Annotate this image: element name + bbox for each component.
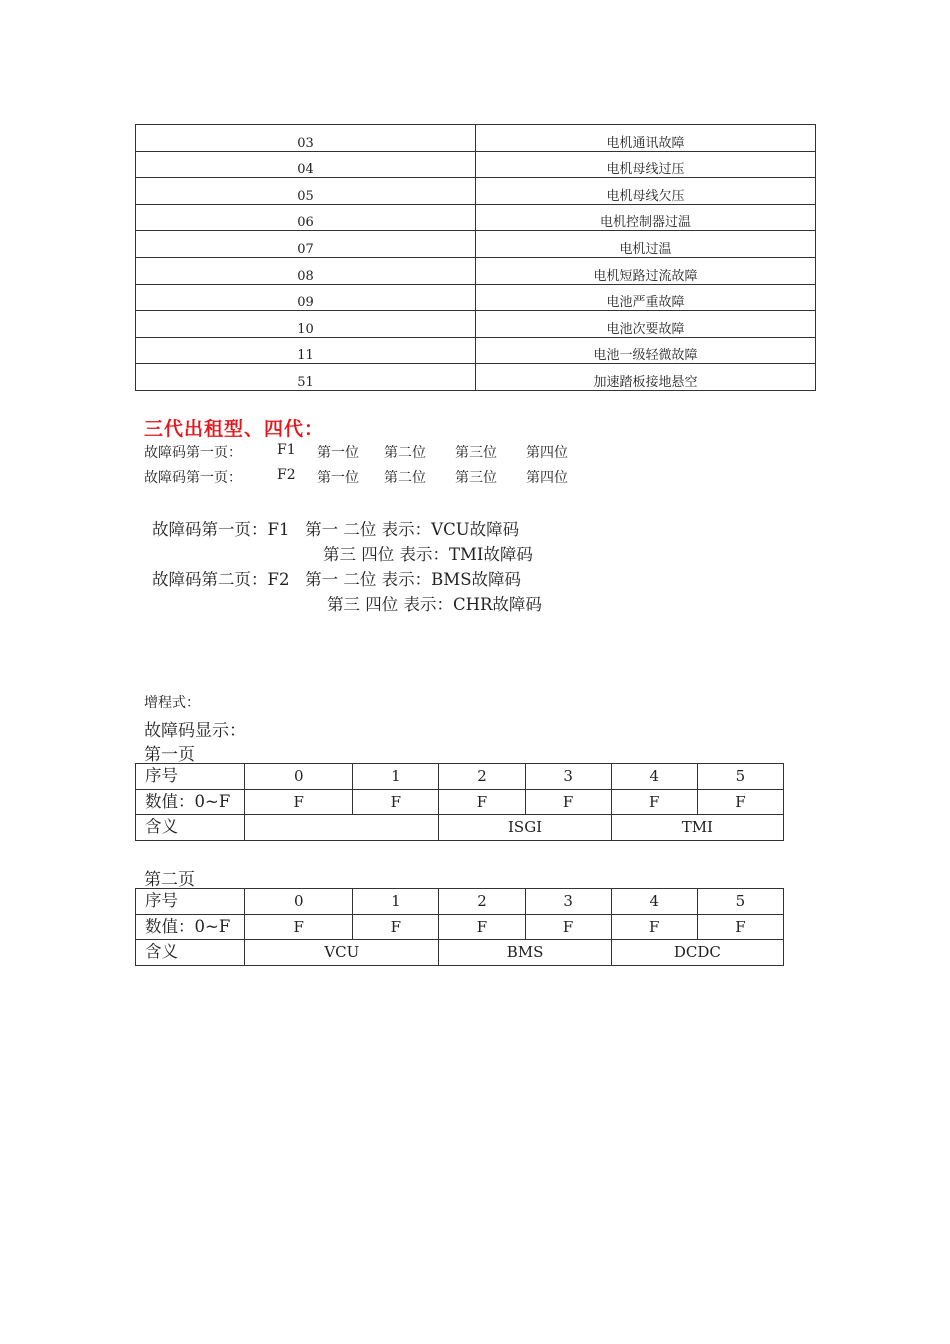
fault-desc-cell: 电机母线欠压 bbox=[476, 178, 816, 205]
index-row bbox=[136, 889, 784, 915]
value-cell: F bbox=[697, 914, 783, 940]
page-2-table bbox=[135, 888, 784, 966]
index-cell: 4 bbox=[611, 889, 697, 915]
value-row bbox=[136, 789, 784, 815]
digit-3-label: 第三位 bbox=[455, 445, 497, 461]
fault-code-table-body bbox=[136, 125, 816, 391]
fault-code-cell: 05 bbox=[136, 178, 476, 205]
page-2-title: 第二页 bbox=[144, 870, 195, 890]
digit-1-label: 第一位 bbox=[317, 445, 359, 461]
fault-page-code: F1 bbox=[277, 442, 296, 458]
index-row bbox=[136, 764, 784, 790]
meaning-row-label: 含义 bbox=[136, 940, 245, 966]
index-cell: 1 bbox=[353, 889, 439, 915]
range-section-subtitle: 故障码显示： bbox=[144, 721, 246, 741]
fault-code-cell: 08 bbox=[136, 257, 476, 284]
meaning-cell: VCU bbox=[245, 940, 439, 966]
gen3-desc-2: 第三 四位 表示：TMI故障码 bbox=[323, 545, 533, 564]
value-cell: F bbox=[697, 789, 783, 815]
fault-code-cell: 10 bbox=[136, 311, 476, 338]
fault-row bbox=[136, 151, 816, 178]
fault-row bbox=[136, 204, 816, 231]
fault-row bbox=[136, 257, 816, 284]
index-cell: 3 bbox=[525, 889, 611, 915]
fault-row bbox=[136, 311, 816, 338]
fault-desc-cell: 电池严重故障 bbox=[476, 284, 816, 311]
index-row-label: 序号 bbox=[136, 764, 245, 790]
index-cell: 0 bbox=[245, 764, 353, 790]
value-row-label: 数值：0~F bbox=[136, 914, 245, 940]
fault-row bbox=[136, 284, 816, 311]
fault-desc-cell: 电机短路过流故障 bbox=[476, 257, 816, 284]
fault-desc-cell: 电池一级轻微故障 bbox=[476, 337, 816, 364]
value-cell: F bbox=[525, 914, 611, 940]
value-row bbox=[136, 914, 784, 940]
index-cell: 5 bbox=[697, 889, 783, 915]
fault-row bbox=[136, 178, 816, 205]
fault-row bbox=[136, 231, 816, 258]
fault-row bbox=[136, 125, 816, 152]
value-cell: F bbox=[611, 789, 697, 815]
fault-page-label: 故障码第一页： bbox=[144, 445, 242, 461]
fault-code-cell: 04 bbox=[136, 151, 476, 178]
fault-row bbox=[136, 364, 816, 391]
page-1-table bbox=[135, 763, 784, 841]
fault-desc-cell: 电机控制器过温 bbox=[476, 204, 816, 231]
index-row-label: 序号 bbox=[136, 889, 245, 915]
fault-code-cell: 51 bbox=[136, 364, 476, 391]
value-cell: F bbox=[611, 914, 697, 940]
index-cell: 2 bbox=[439, 764, 525, 790]
fault-page-label: 故障码第一页： bbox=[144, 470, 242, 486]
value-cell: F bbox=[353, 789, 439, 815]
fault-code-cell: 06 bbox=[136, 204, 476, 231]
meaning-cell: TMI bbox=[611, 815, 783, 841]
digit-3-label: 第三位 bbox=[455, 470, 497, 486]
value-cell: F bbox=[245, 789, 353, 815]
digit-4-label: 第四位 bbox=[526, 470, 568, 486]
value-row-label: 数值：0~F bbox=[136, 789, 245, 815]
value-cell: F bbox=[439, 789, 525, 815]
value-cell: F bbox=[525, 789, 611, 815]
meaning-cell bbox=[245, 815, 439, 841]
gen3-desc-3: 故障码第二页：F2 第一 二位 表示：BMS故障码 bbox=[152, 570, 521, 589]
index-cell: 1 bbox=[353, 764, 439, 790]
meaning-row bbox=[136, 940, 784, 966]
fault-desc-cell: 电机母线过压 bbox=[476, 151, 816, 178]
fault-code-cell: 07 bbox=[136, 231, 476, 258]
range-section-title: 增程式： bbox=[144, 695, 200, 711]
digit-1-label: 第一位 bbox=[317, 470, 359, 486]
fault-page-code: F2 bbox=[277, 467, 296, 483]
fault-code-cell: 09 bbox=[136, 284, 476, 311]
meaning-cell: DCDC bbox=[611, 940, 783, 966]
value-cell: F bbox=[353, 914, 439, 940]
section-gen3-title: 三代出租型、四代： bbox=[144, 418, 325, 440]
fault-code-table bbox=[135, 124, 816, 391]
index-cell: 2 bbox=[439, 889, 525, 915]
fault-code-cell: 11 bbox=[136, 337, 476, 364]
digit-2-label: 第二位 bbox=[384, 470, 426, 486]
meaning-cell: BMS bbox=[439, 940, 611, 966]
meaning-row bbox=[136, 815, 784, 841]
fault-code-cell: 03 bbox=[136, 125, 476, 152]
fault-row bbox=[136, 337, 816, 364]
digit-4-label: 第四位 bbox=[526, 445, 568, 461]
value-cell: F bbox=[439, 914, 525, 940]
index-cell: 4 bbox=[611, 764, 697, 790]
meaning-cell: ISGI bbox=[439, 815, 611, 841]
fault-desc-cell: 电机通讯故障 bbox=[476, 125, 816, 152]
gen3-desc-1: 故障码第一页：F1 第一 二位 表示：VCU故障码 bbox=[152, 520, 520, 539]
index-cell: 5 bbox=[697, 764, 783, 790]
fault-desc-cell: 加速踏板接地悬空 bbox=[476, 364, 816, 391]
meaning-row-label: 含义 bbox=[136, 815, 245, 841]
digit-2-label: 第二位 bbox=[384, 445, 426, 461]
value-cell: F bbox=[245, 914, 353, 940]
fault-desc-cell: 电池次要故障 bbox=[476, 311, 816, 338]
fault-desc-cell: 电机过温 bbox=[476, 231, 816, 258]
index-cell: 0 bbox=[245, 889, 353, 915]
index-cell: 3 bbox=[525, 764, 611, 790]
gen3-desc-4: 第三 四位 表示：CHR故障码 bbox=[327, 595, 542, 614]
page-1-title: 第一页 bbox=[144, 745, 195, 765]
